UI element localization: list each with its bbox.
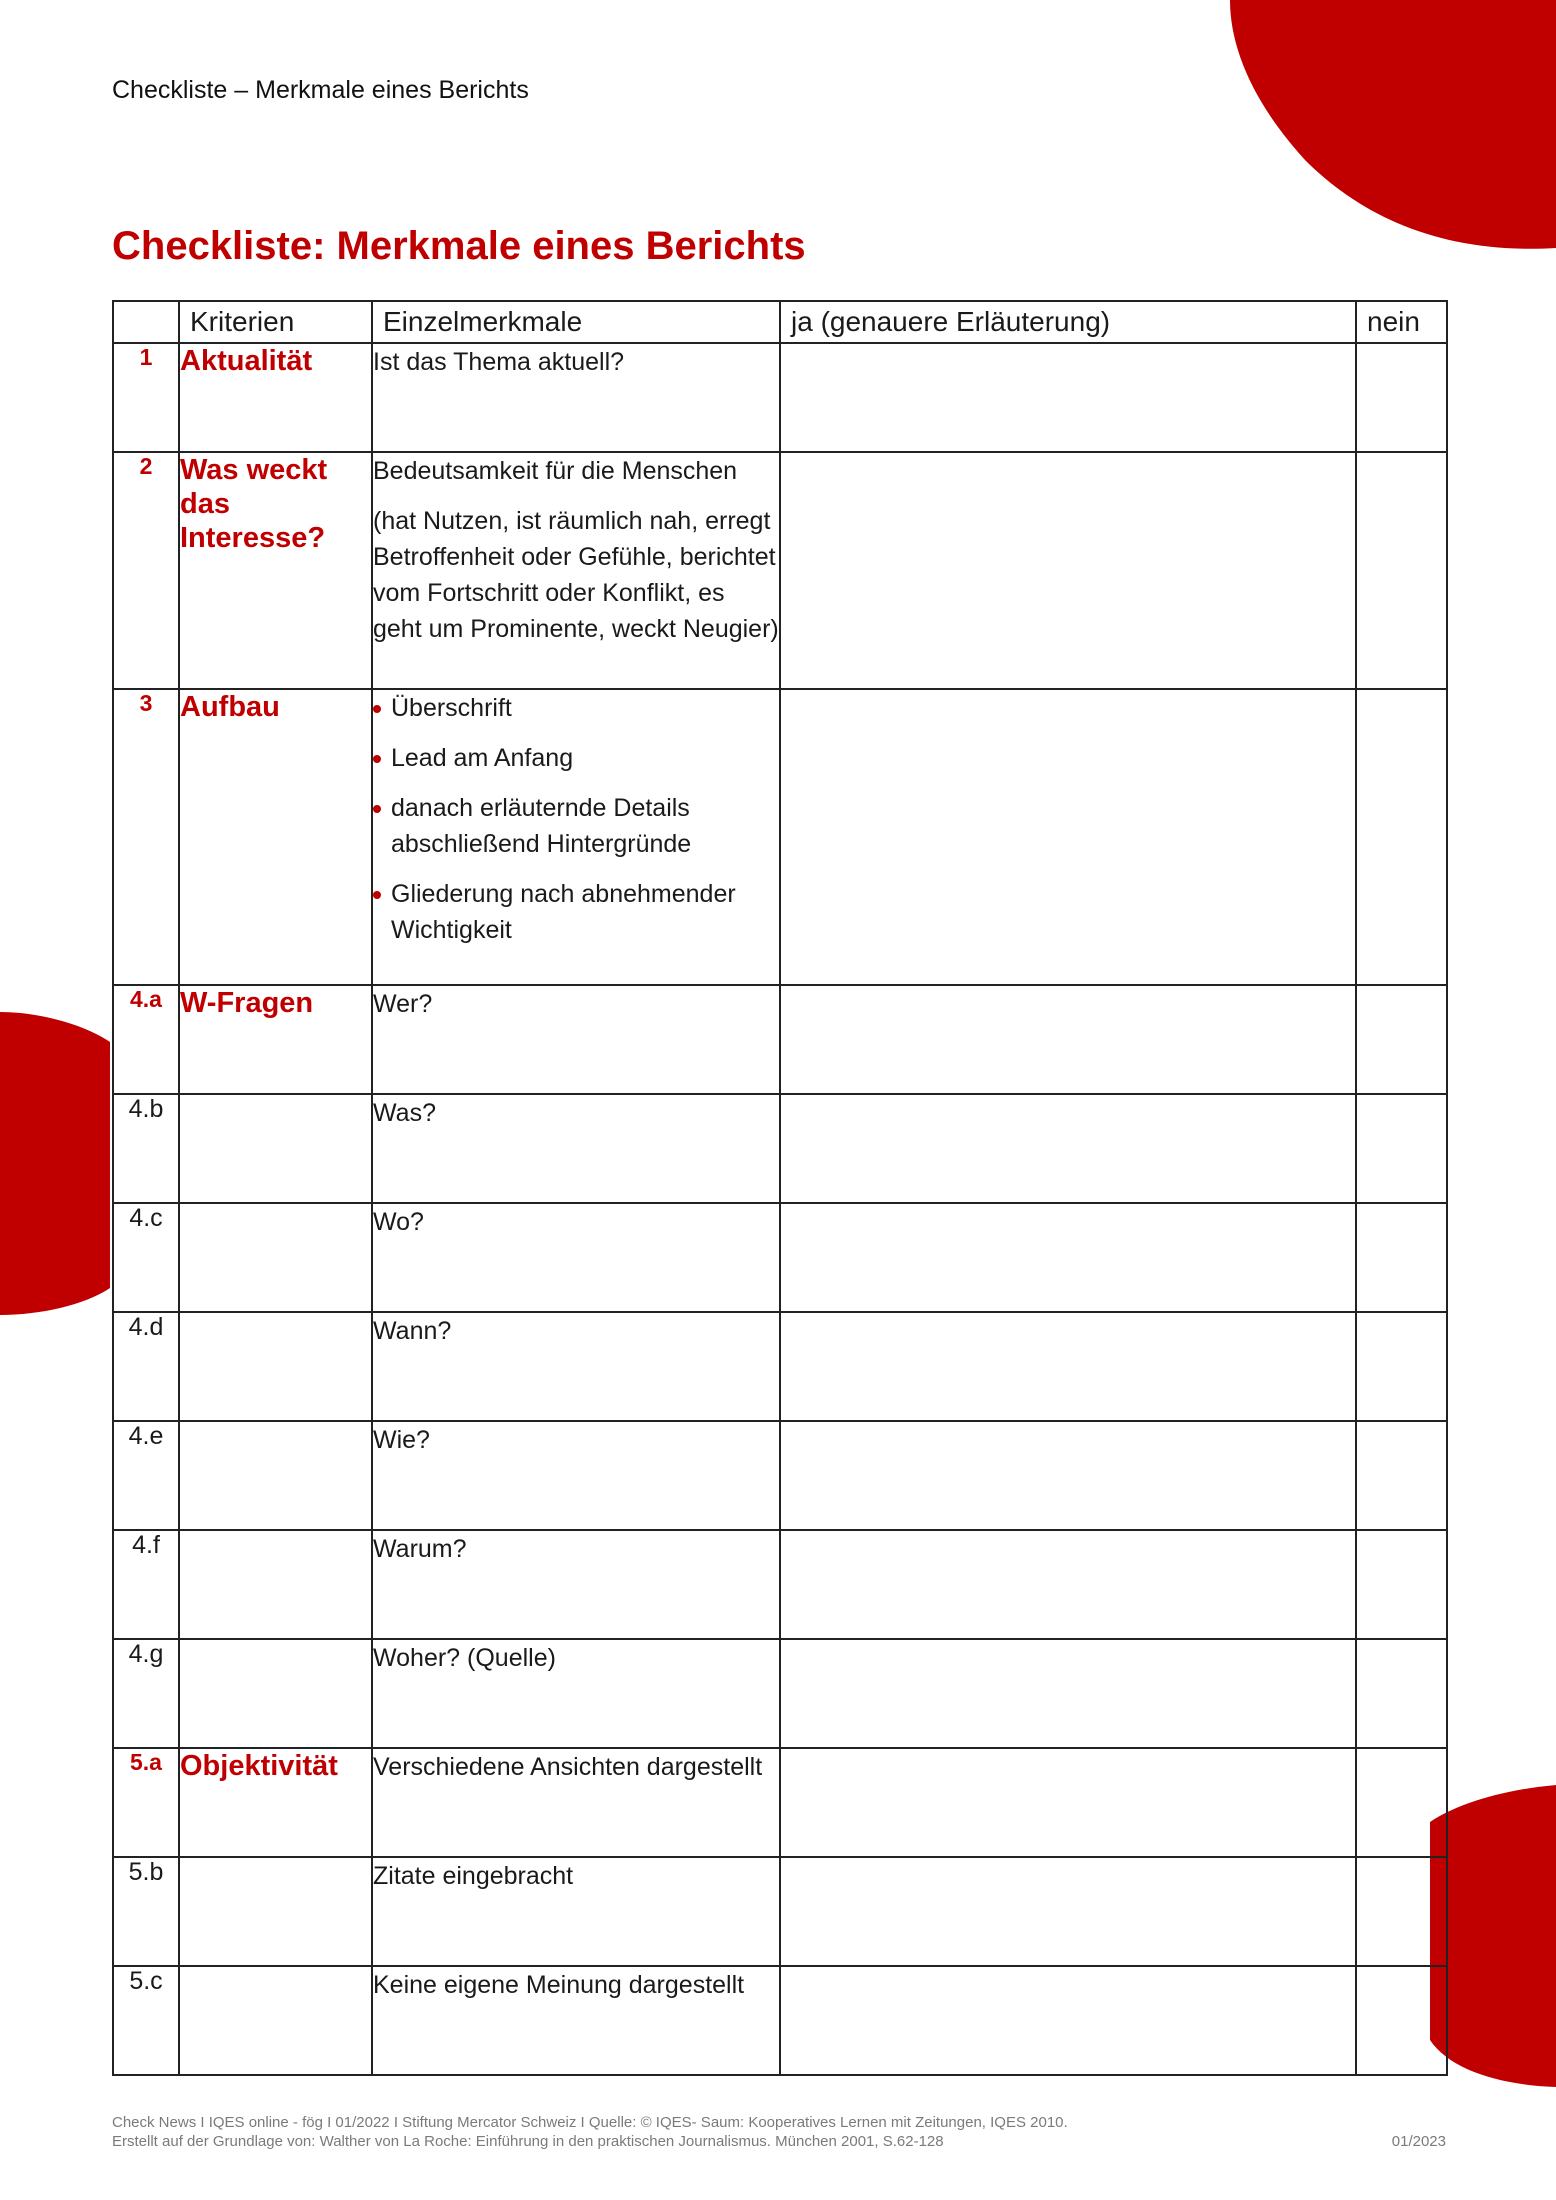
criterion-label (179, 1421, 372, 1530)
row-number: 4.g (113, 1639, 179, 1748)
criterion-label: Was weckt das Interesse? (179, 452, 372, 689)
nein-answer-cell[interactable] (1356, 985, 1447, 1094)
column-header-ja: ja (genauere Erläuterung) (780, 301, 1356, 343)
ja-answer-cell[interactable] (780, 1966, 1356, 2075)
row-number: 5.b (113, 1857, 179, 1966)
row-number: 5.a (113, 1748, 179, 1857)
column-header-einzelmerkmale: Einzelmerkmale (372, 301, 780, 343)
criterion-label: Aktualität (179, 343, 372, 452)
feature-lead-text: Bedeutsamkeit für die Menschen (373, 457, 738, 485)
feature-text: Warum? (372, 1530, 780, 1639)
criterion-label (179, 1203, 372, 1312)
row-number: 4.d (113, 1312, 179, 1421)
table-row (113, 1639, 1447, 1748)
criterion-label (179, 1857, 372, 1966)
ja-answer-cell[interactable] (780, 1203, 1356, 1312)
running-header: Checkliste – Merkmale eines Berichts (112, 76, 529, 104)
row-number: 2 (113, 452, 179, 689)
feature-cell (372, 689, 780, 985)
ja-answer-cell[interactable] (780, 1530, 1356, 1639)
list-item: danach erläuternde Details abschließend Hintergründe (373, 790, 779, 862)
list-item: Überschrift (373, 690, 779, 726)
criterion-label (179, 1312, 372, 1421)
feature-text: Wie? (372, 1421, 780, 1530)
criterion-label (179, 1639, 372, 1748)
row-number: 4.b (113, 1094, 179, 1203)
ja-answer-cell[interactable] (780, 343, 1356, 452)
nein-answer-cell[interactable] (1356, 1966, 1447, 2075)
feature-bullet-list (373, 690, 779, 948)
table-row (113, 1857, 1447, 1966)
nein-answer-cell[interactable] (1356, 1639, 1447, 1748)
table-row (113, 343, 1447, 452)
footer-source-line: Check News I IQES online - fög I 01/2022 I Stiftung Mercator Schweiz I Quelle: © IQES- Saum: Kooperatives Lernen mit Zeitungen, IQES 2010. (112, 2114, 1068, 2131)
row-number: 3 (113, 689, 179, 985)
ja-answer-cell[interactable] (780, 1639, 1356, 1748)
table-row (113, 985, 1447, 1094)
feature-text: Wann? (372, 1312, 780, 1421)
feature-text: Keine eigene Meinung dargestellt (372, 1966, 780, 2075)
table-row (113, 1203, 1447, 1312)
feature-detail-text: (hat Nutzen, ist räumlich nah, erregt Betroffenheit oder Gefühle, berichtet vom Fortschritt oder Konflikt, es geht um Prominente, weckt Neugier) (373, 507, 779, 643)
feature-text: Woher? (Quelle) (372, 1639, 780, 1748)
nein-answer-cell[interactable] (1356, 1748, 1447, 1857)
footer-date: 01/2023 (1391, 2133, 1446, 2150)
row-number: 4.a (113, 985, 179, 1094)
ja-answer-cell[interactable] (780, 1748, 1356, 1857)
top-right-red-shape (1230, 0, 1556, 249)
table-row (113, 1421, 1447, 1530)
feature-text: Wo? (372, 1203, 780, 1312)
column-header-nein: nein (1356, 301, 1447, 343)
column-header-number (113, 301, 179, 343)
nein-answer-cell[interactable] (1356, 343, 1447, 452)
criterion-label (179, 1094, 372, 1203)
table-row (113, 1312, 1447, 1421)
row-number: 4.c (113, 1203, 179, 1312)
nein-answer-cell[interactable] (1356, 1421, 1447, 1530)
nein-answer-cell[interactable] (1356, 1094, 1447, 1203)
row-number: 4.e (113, 1421, 179, 1530)
criterion-label (179, 1530, 372, 1639)
ja-answer-cell[interactable] (780, 1421, 1356, 1530)
row-number: 4.f (113, 1530, 179, 1639)
nein-answer-cell[interactable] (1356, 452, 1447, 689)
criterion-label: W-Fragen (179, 985, 372, 1094)
left-red-shape (0, 1012, 110, 1315)
table-row (113, 452, 1447, 689)
feature-text: Wer? (372, 985, 780, 1094)
criterion-label (179, 1966, 372, 2075)
feature-text: Zitate eingebracht (372, 1857, 780, 1966)
feature-text: Ist das Thema aktuell? (372, 343, 780, 452)
nein-answer-cell[interactable] (1356, 1203, 1447, 1312)
row-number: 5.c (113, 1966, 179, 2075)
list-item: Lead am Anfang (373, 740, 779, 776)
page-title: Checkliste: Merkmale eines Berichts (112, 224, 806, 268)
table-row (113, 689, 1447, 985)
table-row (113, 1530, 1447, 1639)
ja-answer-cell[interactable] (780, 1312, 1356, 1421)
checklist-table (112, 300, 1448, 2076)
list-item: Gliederung nach abnehmender Wichtigkeit (373, 876, 779, 948)
feature-cell (372, 452, 780, 689)
table-row (113, 1094, 1447, 1203)
row-number: 1 (113, 343, 179, 452)
feature-text: Verschiedene Ansichten dargestellt (372, 1748, 780, 1857)
ja-answer-cell[interactable] (780, 985, 1356, 1094)
criterion-label: Aufbau (179, 689, 372, 985)
nein-answer-cell[interactable] (1356, 689, 1447, 985)
ja-answer-cell[interactable] (780, 1857, 1356, 1966)
nein-answer-cell[interactable] (1356, 1312, 1447, 1421)
ja-answer-cell[interactable] (780, 1094, 1356, 1203)
table-row (113, 1966, 1447, 2075)
page-footer (112, 2113, 1446, 2151)
nein-answer-cell[interactable] (1356, 1857, 1447, 1966)
ja-answer-cell[interactable] (780, 452, 1356, 689)
footer-basis-line: Erstellt auf der Grundlage von: Walther von La Roche: Einführung in den praktischen Journalismus. München 2001, S.62-128 (112, 2133, 944, 2150)
table-header-row (113, 301, 1447, 343)
ja-answer-cell[interactable] (780, 689, 1356, 985)
column-header-kriterien: Kriterien (179, 301, 372, 343)
criterion-label: Objektivität (179, 1748, 372, 1857)
feature-text: Was? (372, 1094, 780, 1203)
table-row (113, 1748, 1447, 1857)
bottom-right-red-shape (1430, 1785, 1556, 2087)
nein-answer-cell[interactable] (1356, 1530, 1447, 1639)
